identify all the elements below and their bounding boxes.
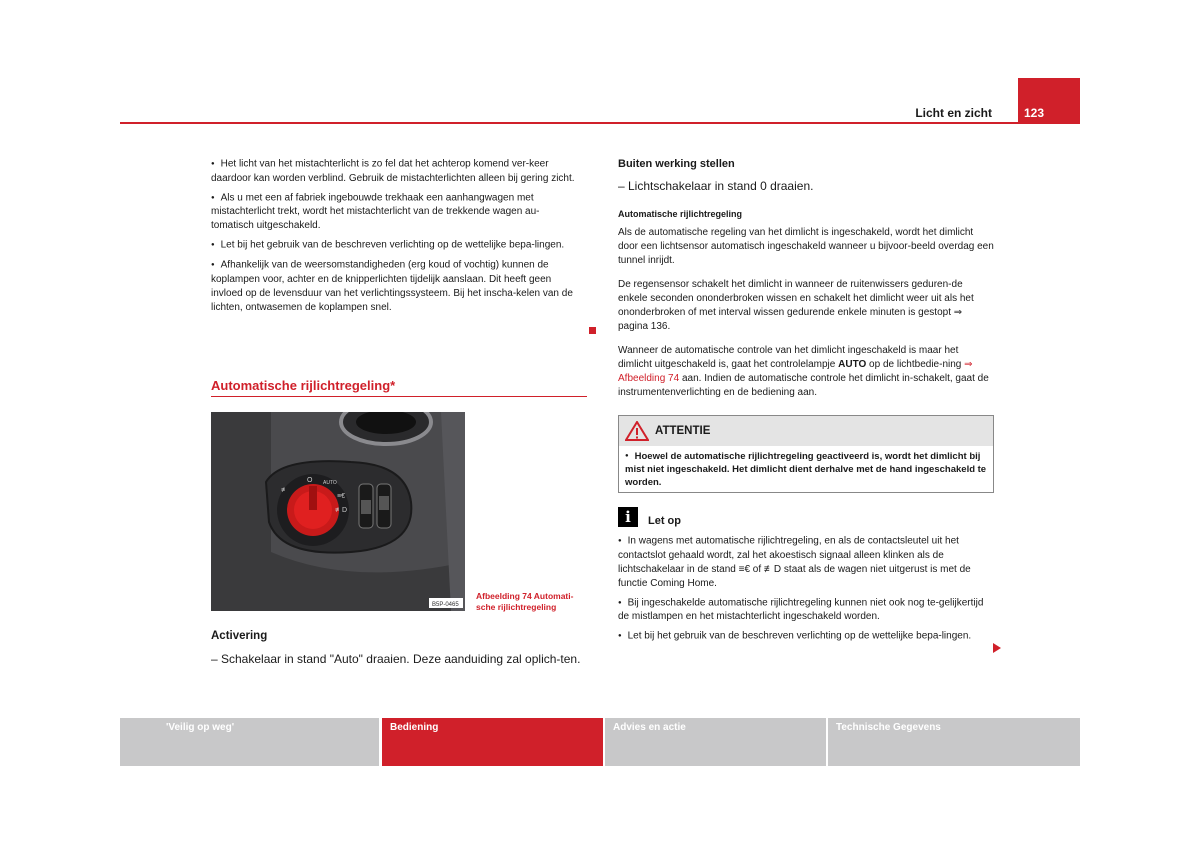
paragraph: Als de automatische regeling van het dimlicht is ingeschakeld, wordt het dimlicht door een lichtsensor automatisch ingeschakeld wanneer u bijvoor-beeld overdag een tunnel inrijdt. [618, 227, 994, 266]
bullet-item: ● Afhankelijk van de weersomstandigheden (erg koud of vochtig) kunnen de koplampen voor, achter en de knipperlichten tijdelijk aanslaan. Dit heeft geen invloed op de levensduur van het verlichtingssysteem. Bij het inscha-kelen van de lichten, ontwasemen de koplampen snel. [211, 258, 581, 315]
footer-tab-technische[interactable] [828, 718, 1080, 766]
figure-code: B5P-0465 [432, 602, 459, 608]
note-bullet: ● Let bij het gebruik van de beschreven verlichting op de wettelijke bepa-lingen. [618, 629, 992, 644]
auto-indicator-label: AUTO [838, 359, 867, 370]
bullet-item: ● Let bij het gebruik van de beschreven verlichting op de wettelijke bepa-lingen. [211, 238, 581, 253]
footer-tab-label: Technische Gegevens [836, 722, 941, 733]
footer-tab-bediening[interactable] [382, 718, 603, 766]
svg-text:≡€: ≡€ [337, 493, 345, 500]
warning-triangle-icon [625, 421, 649, 441]
chapter-title: Licht en zicht [915, 106, 992, 120]
activering-step: – Schakelaar in stand "Auto" draaien. Deze aanduiding zal oplich-ten. [211, 652, 581, 666]
right-paragraphs [618, 226, 994, 405]
header-rule [120, 122, 1080, 124]
footer-tab-label: Advies en actie [613, 722, 686, 733]
buiten-step: – Lichtschakelaar in stand 0 draaien. [618, 179, 814, 193]
warning-box [618, 415, 994, 493]
footer-tab-label: Bediening [390, 722, 439, 733]
section-end-marker [589, 327, 596, 334]
buiten-heading: Buiten werking stellen [618, 158, 735, 170]
info-icon: i [618, 507, 638, 527]
paragraph-with-link [618, 344, 994, 400]
section-title: Automatische rijlichtregeling* [211, 378, 587, 397]
warning-text: ● Hoewel de automatische rijlichtregeling geactiveerd is, wordt het dimlicht bij mist niet ingeschakeld. Het dimlicht dient derhalve met de hand ingeschakeld te worden. [619, 446, 993, 493]
paragraph-text: aan. Indien de automatische controle het dimlicht in-schakelt, gaat de instrumentenverlichting en de bediening aan. [618, 373, 989, 398]
note-bullet: ● Bij ingeschakelde automatische rijlichtregeling kunnen niet ook nog te-gelijkertijd de mistlampen en het mistachterlicht ingeschakeld worden. [618, 596, 992, 625]
figure-link[interactable]: ⇒ Afbeelding 74 [618, 359, 973, 384]
paragraph: De regensensor schakelt het dimlicht in wanneer de ruitenwissers geduren-de enkele seconden ononderbroken wissen en schakelt het dimlicht weer uit als het ononderbroken of met interval wissen gedurende enkele minuten is gestopt ⇒ pagina 136. [618, 279, 974, 332]
warning-header [619, 416, 993, 446]
note-bullets [618, 534, 992, 649]
warning-title: ATTENTIE [655, 425, 711, 437]
paragraph-text: op de lichtbedie-ning [866, 359, 965, 370]
svg-text:≢D: ≢D [335, 507, 348, 514]
left-bullets [211, 157, 581, 320]
footer-tab-veilig[interactable] [120, 718, 379, 766]
continue-arrow-icon [993, 643, 1001, 653]
page-number: 123 [1018, 78, 1080, 124]
dashboard-illustration [211, 412, 465, 611]
footer-tab-advies[interactable] [605, 718, 826, 766]
svg-text:≢: ≢ [281, 487, 288, 494]
svg-text:O: O [307, 477, 313, 484]
figure-caption: Afbeelding 74 Automati-sche rijlichtregeling [476, 591, 574, 612]
activering-heading: Activering [211, 630, 268, 642]
note-bullet: ● In wagens met automatische rijlichtregeling, en als de contactsleutel uit het contactslot gehaald wordt, zal het akoestisch signaal alleen klinken als de lichtschakelaar in de stand ≡€ of ≢D staat als de wagen niet uitgerust is met de functie Coming Home. [618, 534, 992, 591]
light-switch-photo [211, 412, 465, 611]
footer-tab-label: 'Veilig op weg' [166, 722, 235, 733]
auto-heading: Automatische rijlichtregeling [618, 209, 743, 219]
note-title: Let op [648, 515, 681, 527]
svg-text:AUTO: AUTO [323, 480, 337, 486]
bullet-item: ● Het licht van het mistachterlicht is zo fel dat het achterop komend ver-keer daardoor kan worden verblind. Gebruik de mistachterlichten alleen bij gering zicht. [211, 157, 581, 186]
paragraph-text: Wanneer de automatische controle van het dimlicht ingeschakeld is maar het dimlicht uitgeschakeld is, gaat het controlelampje [618, 345, 959, 370]
bullet-item: ● Als u met een af fabriek ingebouwde trekhaak een aanhangwagen met mistachterlicht trekt, wordt het mistachterlicht van de trekkende wagen au-tomatisch uitgeschakeld. [211, 191, 581, 234]
